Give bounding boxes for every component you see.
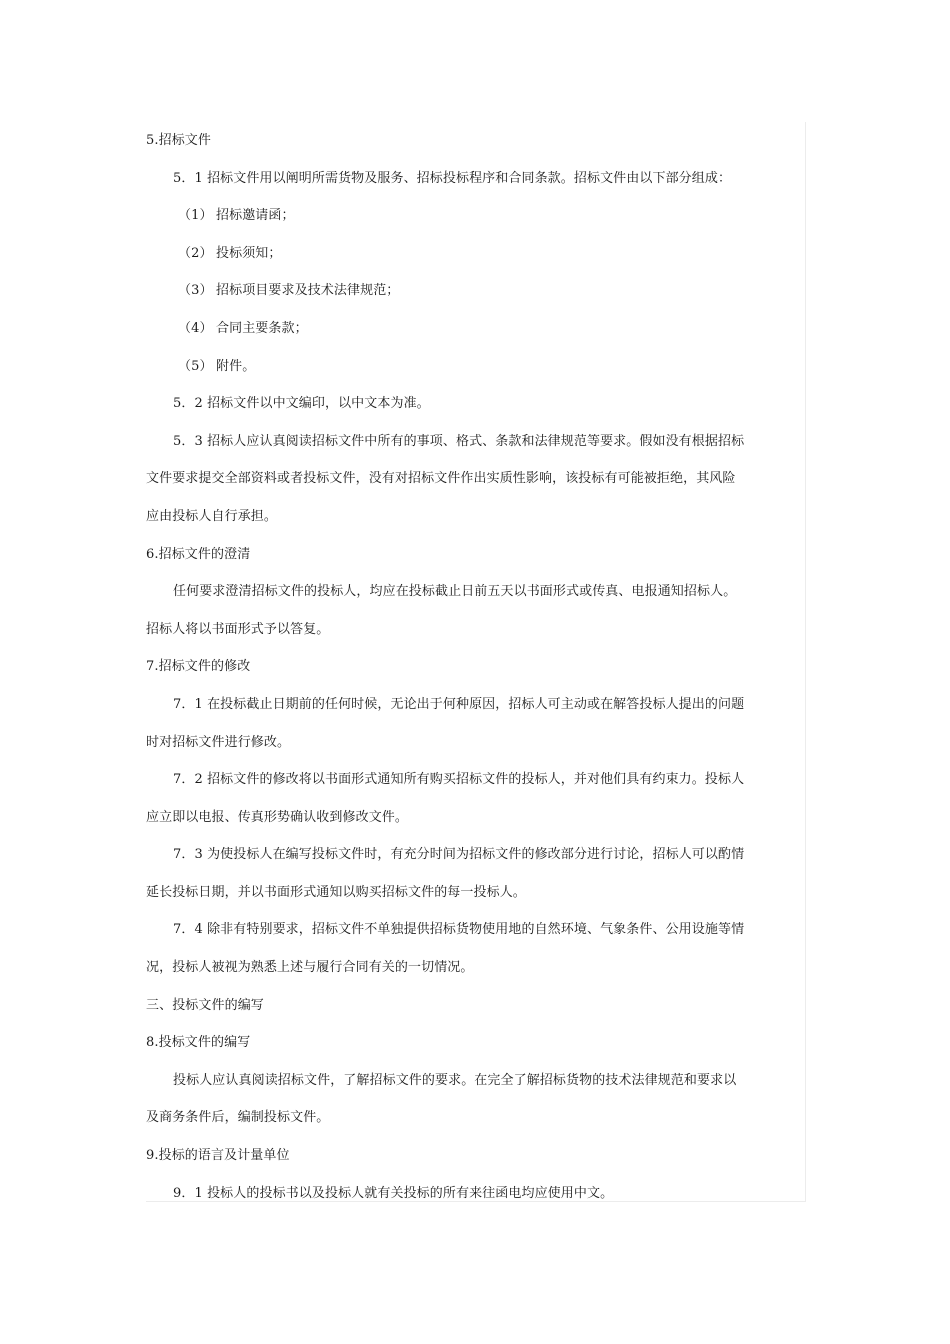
paragraph-7-2-line-2: 应立即以电报、传真形势确认收到修改文件。 [146,809,409,825]
list-item-number: （2） [178,245,213,261]
paragraph-5-3-line-1: 5．3 招标人应认真阅读招标文件中所有的事项、格式、条款和法律规范等要求。假如没有根据招标 [173,433,745,449]
section-heading-6: 6.招标文件的澄清 [146,546,251,562]
document-body [146,122,806,1202]
paragraph-7-3-line-2: 延长投标日期，并以书面形式通知以购买招标文件的每一投标人。 [146,884,526,900]
paragraph-5-2: 5．2 招标文件以中文编印，以中文本为准。 [173,396,430,412]
list-item-text: 附件。 [216,358,256,374]
paragraph-5-3-line-2: 文件要求提交全部资料或者投标文件，没有对招标文件作出实质性影响，该投标有可能被拒绝，其风险 [146,471,736,487]
list-item-number: （4） [178,320,213,336]
list-item-text: 招标邀请函； [216,208,295,224]
list-item [146,197,805,235]
list-item-text: 招标项目要求及技术法律规范； [216,283,400,299]
paragraph-5-3-line-3: 应由投标人自行承担。 [146,508,278,524]
list-item-text: 合同主要条款； [216,320,308,336]
paragraph-7-4-line-1: 7．4 除非有特别要求，招标文件不单独提供招标货物使用地的自然环境、气象条件、公用设施等情 [173,922,745,938]
list-item [146,348,805,386]
paragraph-5-1: 5．1 招标文件用以阐明所需货物及服务、招标投标程序和合同条款。招标文件由以下部分组成： [173,170,732,186]
list-item-text: 投标须知； [216,245,282,261]
paragraph-6-line-2: 招标人将以书面形式予以答复。 [146,621,330,637]
section-heading-9: 9.投标的语言及计量单位 [146,1148,290,1164]
paragraph-7-1-line-2: 时对招标文件进行修改。 [146,734,291,750]
paragraph-8-line-1: 投标人应认真阅读招标文件，了解招标文件的要求。在完全了解招标货物的技术法律规范和要求以 [173,1072,737,1088]
list-item [146,310,805,348]
section-heading-8: 8.投标文件的编写 [146,1035,251,1051]
chapter-heading-3: 三、投标文件的编写 [146,997,264,1013]
paragraph-6-line-1: 任何要求澄清招标文件的投标人，均应在投标截止日前五天以书面形式或传真、电报通知招标人。 [173,584,737,600]
list-item [146,235,805,273]
list-item-number: （5） [178,358,213,374]
list-item-number: （1） [178,208,213,224]
paragraph-7-4-line-2: 况，投标人被视为熟悉上述与履行合同有关的一切情况。 [146,960,474,976]
paragraph-9-1: 9．1 投标人的投标书以及投标人就有关投标的所有来往函电均应使用中文。 [173,1185,614,1201]
list-item-number: （3） [178,283,213,299]
section-heading-5: 5.招标文件 [146,133,212,148]
list-item [146,272,805,310]
paragraph-7-1-line-1: 7．1 在投标截止日期前的任何时候，无论出于何种原因，招标人可主动或在解答投标人提出的问题 [173,696,745,712]
section-heading-7: 7.招标文件的修改 [146,659,251,675]
paragraph-7-3-line-1: 7．3 为使投标人在编写投标文件时，有充分时间为招标文件的修改部分进行讨论，招标人可以酌情 [173,847,745,863]
paragraph-8-line-2: 及商务条件后，编制投标文件。 [146,1110,330,1126]
paragraph-7-2-line-1: 7．2 招标文件的修改将以书面形式通知所有购买招标文件的投标人，并对他们具有约束力。投标人 [173,772,745,788]
